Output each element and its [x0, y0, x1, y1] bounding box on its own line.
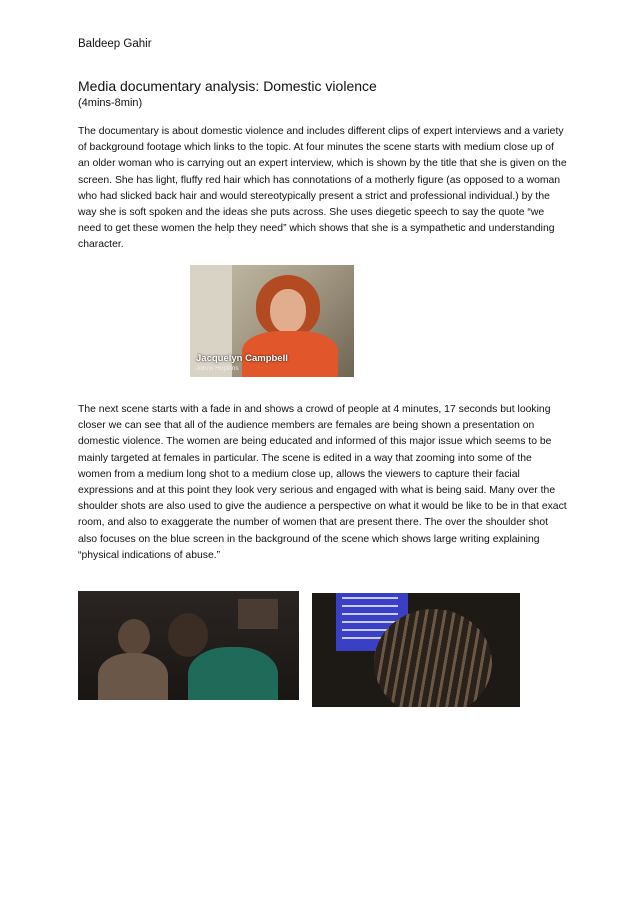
- interview-still-image: [190, 265, 354, 377]
- paragraph-intro: The documentary is about domestic violence and includes different clips of expert interviews and a variety of background footage which links to the topic. At four minutes the scene starts with medium close up of an older woman who is carrying out an expert interview, which is shown by the title that she is given on the screen. She has light, fluffy red hair which has connotations of a motherly figure (as opposed to a woman who had slicked back hair and would stereotypically present a strict and professional individual.) by the way she is soft spoken and the ideas she puts across. She uses diegetic speech to say the quote “we need to get these women the help they need” which shows that she is a sympathetic and understanding character.: [78, 126, 567, 251]
- screen-text-lines: [342, 597, 398, 599]
- document-subtitle: (4mins-8min): [78, 97, 143, 109]
- audience-head: [168, 613, 208, 657]
- woman-face: [270, 289, 306, 333]
- audience-head: [118, 619, 150, 655]
- audience-body: [98, 653, 168, 700]
- document-title: Media documentary analysis: Domestic violence: [78, 78, 377, 94]
- over-shoulder-still-image: [312, 593, 520, 707]
- background-figure: [238, 599, 278, 629]
- paragraph-crowd-scene: The next scene starts with a fade in and shows a crowd of people at 4 minutes, 17 seconds but looking closer we can see that all of the audience members are females are being shown a presentation on domestic violence. The women are being educated and informed of this major issue which seems to be mainly targeted at females in particular. The scene is edited in a way that zooming into some of the women from a medium long shot to a medium close up, allows the viewers to capture their facial expressions and at this point they look very serious and engaged with what is being said. Many over the shoulder shots are also used to give the audience a perspective on what it would be like to be in that exact room, and also to exaggerate the number of women that are present there. The over the shoulder shot also focuses on the blue screen in the background of the scene which shows large writing explaining “physical indications of abuse.”: [78, 404, 567, 561]
- audience-still-image: [78, 591, 299, 700]
- audience-body: [188, 647, 278, 700]
- braided-head: [374, 609, 492, 707]
- interview-caption-affiliation: Johns Hopkins: [196, 365, 239, 372]
- interview-caption-name: Jacquelyn Campbell: [196, 353, 288, 364]
- author-name: Baldeep Gahir: [78, 38, 152, 50]
